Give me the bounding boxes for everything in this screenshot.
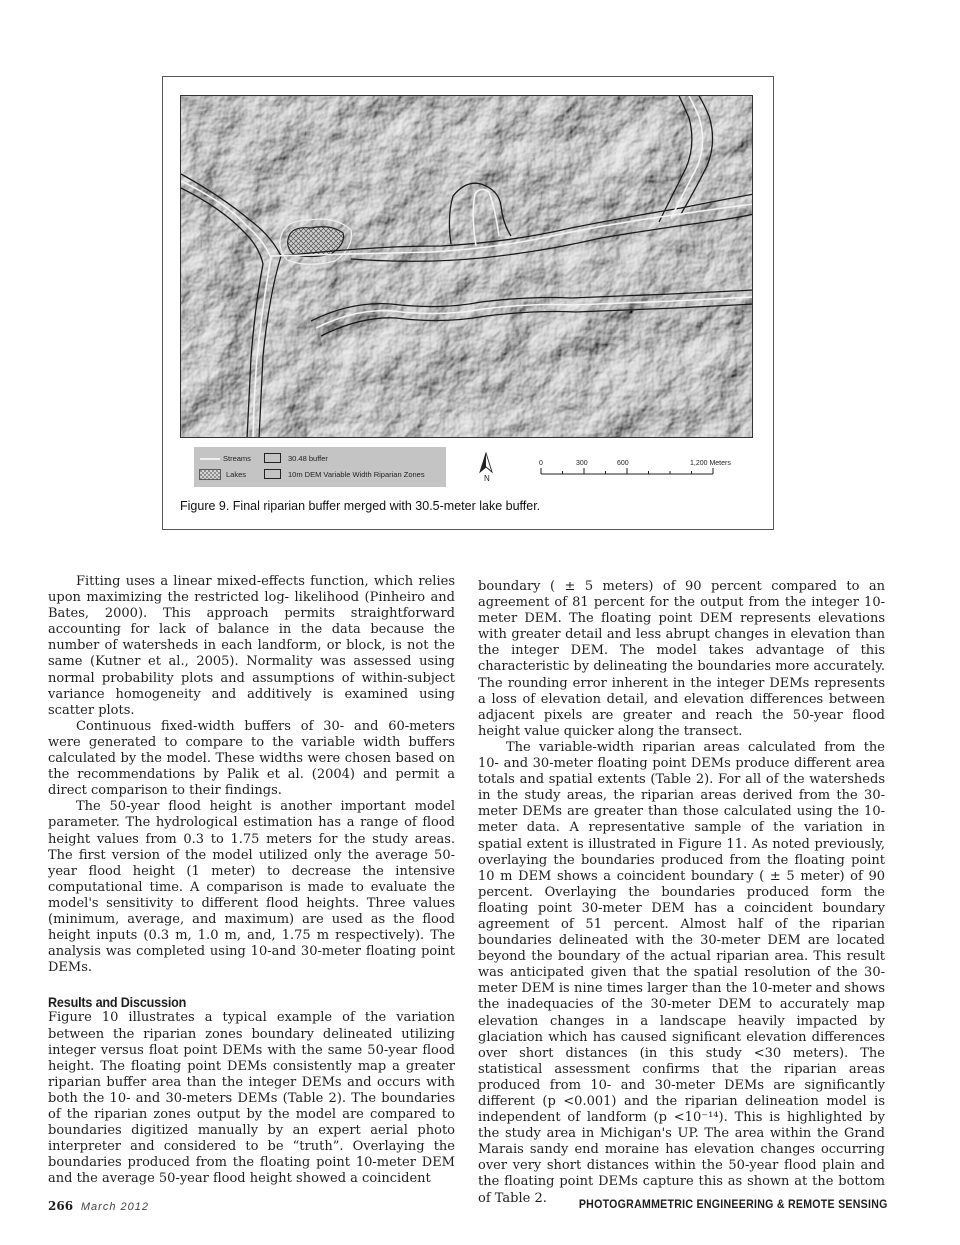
left-column xyxy=(48,574,455,1187)
north-arrow-icon xyxy=(478,452,494,474)
page-number: 266 xyxy=(48,1199,74,1213)
north-label: N xyxy=(484,474,490,483)
right-paragraph-1: boundary ( ± 5 meters) of 90 percent compared to an agreement of 81 percent for the output from the integer 10-meter DEM. The floating point DEM represents elevations with greater detail and less abrupt changes in elevation than the integer DEM. The model takes advantage of this characteristic by delineating the boundaries more accurately. The rounding error inherent in the integer DEMs represents a loss of elevation detail, and elevation differences between adjacent pixels are greater and reach the 50-year flood height value quicker along the transect. xyxy=(478,579,885,739)
lake-swatch xyxy=(199,469,221,480)
legend-buffer-label: 30.48 buffer xyxy=(288,454,328,463)
legend-streams-label: Streams xyxy=(223,454,251,463)
map-legend xyxy=(194,447,446,487)
stream-swatch xyxy=(200,457,220,461)
page-footer-left xyxy=(48,1199,149,1213)
figure-caption: Figure 9. Final riparian buffer merged with 30.5-meter lake buffer. xyxy=(180,499,541,513)
right-paragraph-2: The variable-width riparian areas calculated from the 10- and 30-meter floating point DEMs produce different area totals and spatial extents (Table 2). For all of the watersheds in the study areas, the riparian areas derived from the 30-meter DEMs are greater than those calculated using the 10-meter data. A representative sample of the variation in spatial extent is illustrated in Figure 11. As noted previously, overlaying the boundaries produced from the floating point 10 m DEM shows a coincident boundary ( ± 5 meter) of 90 percent. Overlaying the boundaries produced form the floating point 30-meter DEM has a coincident boundary agreement of 51 percent. Almost half of the riparian boundaries delineated with the 30-meter DEM are located beyond the boundary of the actual riparian area. This result was anticipated given that the spatial resolution of the 30-meter DEM is nine times larger than the 10-meter and shows the inadequacies of the 30-meter DEM to accurately map elevation changes in a landscape heavily impacted by glaciation which has caused significant elevation differences over short distances (in this study <30 meters). The statistical assessment confirms that the riparian areas produced from 10- and 30-meter DEMs are significantly different (p <0.001) and the riparian delineation model is independent of landform (p <10⁻¹⁴). This is highlighted by the study area in Michigan's UP. The area within the Grand Marais sandy end moraine has elevation changes occurring over very short distances within the 50-year flood plain and the floating point DEMs capture this as shown at the bottom of Table 2. xyxy=(478,739,885,1206)
left-paragraph-3: The 50-year flood height is another important model parameter. The hydrological estimation has a range of flood height values from 0.3 to 1.75 meters for the study areas. The first version of the model utilized only the average 50-year flood height (1 meter) to decrease the intensive computational time. A comparison is made to evaluate the model's sensitivity to different flood heights. Three values (minimum, average, and maximum) are used as the flood height inputs (0.3 m, 1.0 m, and, 1.75 m respectively). The analysis was completed using 10-and 30-meter floating point DEMs. xyxy=(48,799,455,976)
left-paragraph-2: Continuous fixed-width buffers of 30- and 60-meters were generated to compare to the variable width buffers calculated by the model. These widths were chosen based on the recommendations by Palik et al. (2004) and permit a direct comparison to their findings. xyxy=(48,718,455,799)
legend-zones-label: 10m DEM Variable Width Riparian Zones xyxy=(288,470,425,479)
zones-swatch xyxy=(264,469,281,479)
section-heading: Results and Discussion xyxy=(48,994,187,1011)
scale-tick-300: 300 xyxy=(576,460,588,467)
legend-lakes-label: Lakes xyxy=(226,470,247,479)
scale-tick-600: 600 xyxy=(617,460,629,467)
scale-tick-1200: 1,200 Meters xyxy=(690,460,731,467)
left-paragraph-1: Fitting uses a linear mixed-effects function, which relies upon maximizing the restricted log- likelihood (Pinheiro and Bates, 2000). This approach permits straightforward accounting for lack of balance in the data because the number of watersheds in each landform, or block, is not the same (Kutner et al., 2005). Normality was assessed using normal probability plots and assumptions of within-subject variance homogeneity and additively is examined using scatter plots. xyxy=(48,574,455,718)
issue-date: March 2012 xyxy=(80,1201,149,1213)
scale-tick-0: 0 xyxy=(539,460,543,467)
terrain-image xyxy=(181,96,753,438)
right-column xyxy=(478,579,885,1207)
journal-name: PHOTOGRAMMETRIC ENGINEERING & REMOTE SENSING xyxy=(579,1199,888,1211)
left-paragraph-4: Figure 10 illustrates a typical example of the variation between the riparian zones boundary delineated utilizing integer versus float point DEMs with the same 50-year flood height. The floating point DEMs consistently map a greater riparian buffer area than the integer DEMs and occurs with both the 10- and 30-meters DEMs (Table 2). The boundaries of the riparian zones output by the model are compared to boundaries digitized manually by an expert aerial photo interpreter and considered to be “truth”. Overlaying the boundaries produced from the floating point 10-meter DEM and the average 50-year flood height showed a coincident xyxy=(48,1010,455,1187)
buffer-swatch xyxy=(264,453,281,463)
hillshade-map xyxy=(180,95,753,438)
